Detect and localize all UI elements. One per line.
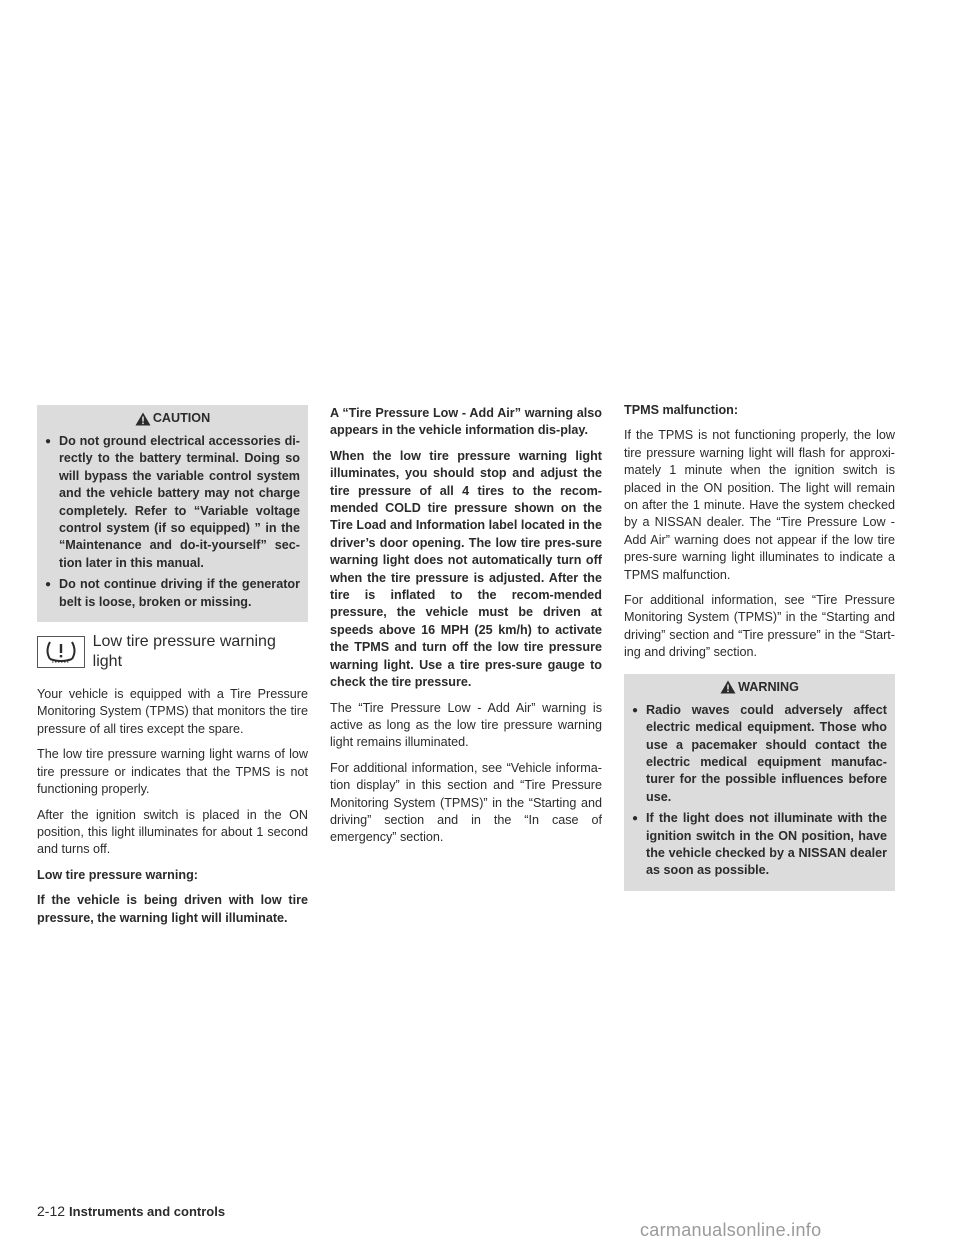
bullet-icon: ● [632,813,639,825]
page-number: 2-12 [37,1203,66,1219]
warning-title-text: WARNING [738,679,799,694]
paragraph-bold: If the vehicle is being driven with low tire pressure, the warning light will illuminate. [37,893,308,925]
caution-title [45,410,300,427]
paragraph: For additional information, see “Tire Pressure Monitoring System (TPMS)” in the “Starting and driving” section and “Tire pressure” in the “Start-ing and driving” section. [624,593,895,660]
paragraph: If the TPMS is not functioning properly, the low tire pressure warning light will flash for approxi-mately 1 minute when the ignition switch is placed in the ON position. The light will remain on after the 1 minute. Have the system checked by a NISSAN dealer. The “Tire Pressure Low - Add Air” warning does not appear if the low tire pres-sure warning light illuminates to indicate a TPMS malfunction. [624,428,895,582]
caution-item [45,576,300,611]
tire-pressure-warning-icon [37,636,85,668]
column-1 [37,405,308,935]
bullet-icon: ● [45,436,52,447]
paragraph: Your vehicle is equipped with a Tire Pressure Monitoring System (TPMS) that monitors the tire pressure of all tires except the spare. [37,687,308,736]
caution-box [37,405,308,622]
paragraph-bold: When the low tire pressure warning light illuminates, you should stop and adjust the tire pressure of all 4 tires to the recom-mended COLD tire pressure shown on the Tire Load and Information label located in the driver’s door opening. The low tire pres-sure warning light does not automatically turn off when the tire pressure is adjusted. After the tire is inflated to the recom-mended pressure, the vehicle must be driven at speeds above 16 MPH (25 km/h) to activate the TPMS and turn off the low tire pressure warning light. Use a tire pres-sure gauge to check the tire pressure. [330,448,602,690]
caution-item-text: Do not ground electrical accessories di-rectly to the battery terminal. Doing so will bypass the variable control system and the vehicle battery may not charge completely. Refer to “Variable voltage control system (if so equipped) ” in the “Maintenance and do-it-yourself” sec-tion later in this manual. [59,434,300,570]
warning-box [624,674,895,891]
column-3 [624,402,895,901]
paragraph: For additional information, see “Vehicle informa-tion display” in this section and “Tire Pressure Monitoring System (TPMS)” in the “Starting and driving” section and in the “In case of emergency” section. [330,760,602,845]
warning-item [632,810,887,880]
warning-item [632,702,887,806]
warning-title [632,679,887,696]
section-heading [37,632,308,672]
bullet-icon: ● [632,704,639,716]
bullet-icon: ● [45,579,52,591]
caution-item-text: Do not continue driving if the generator belt is loose, broken or missing. [59,577,300,609]
paragraph-bold: A “Tire Pressure Low - Add Air” warning also appears in the vehicle information dis-play. [330,406,602,438]
section-title: Instruments and controls [69,1204,226,1219]
caution-item [45,433,300,572]
paragraph: The “Tire Pressure Low - Add Air” warning is active as long as the low tire pressure warning light remains illuminated. [330,700,602,750]
subheading-tpms-malfunction: TPMS malfunction: [624,403,739,417]
warning-item-text: Radio waves could adversely affect electric medical equipment. Those who use a pacemaker should contact the electric medical equipment manufac-turer for the possible influences before use. [646,702,887,804]
warning-item-text: If the light does not illuminate with the ignition switch in the ON position, have the vehicle checked by a NISSAN dealer as soon as possible. [646,811,887,878]
section-heading-text: Low tire pressure warning light [92,633,276,671]
caution-title-text: CAUTION [152,411,211,425]
subheading-low-pressure: Low tire pressure warning: [37,867,198,882]
column-2 [330,405,602,855]
paragraph: The low tire pressure warning light warns of low tire pressure or indicates that the TPMS is not functioning properly. [37,747,308,797]
warning-triangle-icon [135,412,151,426]
watermark: carmanualsonline.info [640,1220,822,1240]
page-footer [37,1203,225,1220]
warning-triangle-icon [720,680,736,694]
paragraph: After the ignition switch is placed in the ON position, this light illuminates for about 1 second and turns off. [37,807,308,857]
